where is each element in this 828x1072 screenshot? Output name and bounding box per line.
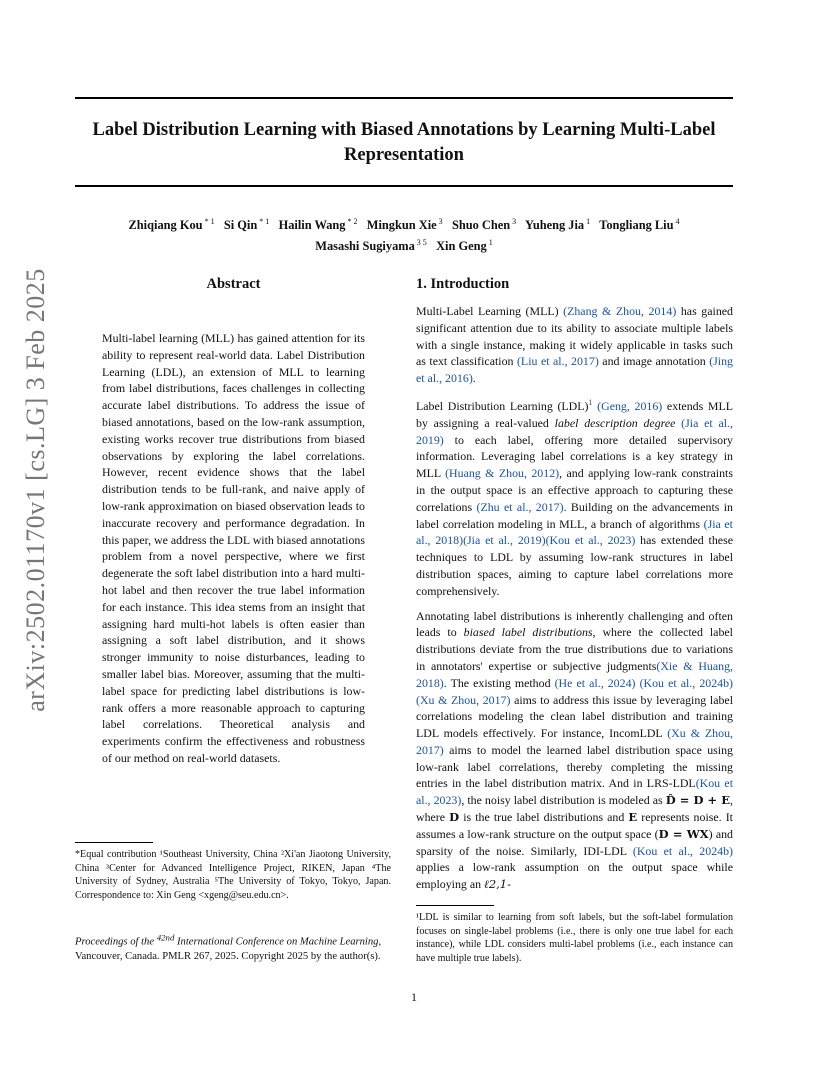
author-name: Masashi Sugiyama bbox=[315, 239, 415, 254]
author-affiliation-marker: 3 bbox=[436, 217, 443, 226]
text: to each label, offering more detailed supervisory information. Leveraging label correlations is a key strategy in MLL bbox=[416, 432, 733, 481]
author-affiliation-marker: 3 5 bbox=[414, 238, 427, 248]
text: Multi-Label Learning (MLL) bbox=[416, 304, 564, 318]
top-rule bbox=[75, 97, 733, 99]
text: Annotating label distributions is inherently challenging and often leads to bbox=[416, 608, 733, 640]
author-affiliation-marker: * 1 bbox=[257, 217, 270, 226]
citation-link[interactable]: (Liu et al., 2017) bbox=[516, 354, 599, 369]
proceedings-ordinal: 42nd bbox=[156, 932, 175, 942]
author-affiliation-marker: 1 bbox=[584, 217, 591, 226]
page-number: 1 bbox=[411, 990, 417, 1004]
text: . The existing method bbox=[443, 675, 555, 690]
author-name: Shuo Chen bbox=[451, 218, 511, 233]
text: . bbox=[472, 371, 476, 386]
author-affiliation-marker: 3 bbox=[510, 217, 517, 226]
citation-link[interactable]: (Zhang & Zhou, 2014) bbox=[563, 304, 677, 318]
citation-link[interactable]: (Kou et al., 2024b) bbox=[639, 675, 734, 690]
intro-paragraph-2 bbox=[416, 395, 733, 600]
paper-title: Label Distribution Learning with Biased Annotations by Learning Multi-Label Representation bbox=[92, 120, 716, 165]
emphasis: biased label distributions bbox=[463, 625, 593, 640]
citation-link[interactable]: (Geng, 2016) bbox=[597, 398, 663, 413]
proceedings-rest: , Vancouver, Canada. PMLR 267, 2025. Copyright 2025 by the author(s). bbox=[75, 936, 382, 962]
proceedings-notice bbox=[75, 930, 391, 964]
text: is the true label distributions and bbox=[459, 810, 629, 825]
footnote-rule-left bbox=[75, 842, 153, 843]
citation-link[interactable]: (Xu & Zhou, 2017) bbox=[416, 726, 733, 757]
introduction-heading: 1. Introduction bbox=[416, 276, 510, 292]
arxiv-id-text: arXiv:2502.01170v1 [cs.LG] 3 Feb 2025 bbox=[21, 268, 50, 712]
citation-link[interactable]: (He et al., 2024) bbox=[554, 675, 636, 690]
author-name: Xin Geng bbox=[436, 239, 487, 254]
author-line-1 bbox=[75, 213, 733, 234]
text: has extended these techniques to LDL by assuming low-rank structures in label distribution spaces, aiming to capture label correlations more comprehensively. bbox=[416, 533, 733, 598]
author-name: Hailin Wang bbox=[278, 218, 346, 233]
text: has gained significant attention due to its ability to associate multiple labels with a single instance, making it widely applicable in tasks such as text classification bbox=[416, 304, 733, 369]
author-affiliation-marker: * 2 bbox=[345, 217, 358, 226]
abstract-body bbox=[102, 330, 365, 775]
text: , and applying low-rank constraints in the output space is an effective approach to capturing these correlations bbox=[416, 466, 733, 514]
emphasis: label description degree bbox=[554, 415, 676, 430]
proceedings-italic-b: International Conference on Machine Learning bbox=[174, 936, 379, 948]
text: aims to address this issue by leveraging label correlations modeling the clean label distribution and training LDL models effectively. For instance, IncomLDL bbox=[416, 692, 733, 741]
author-name: Mingkun Xie bbox=[366, 218, 437, 233]
citation-link[interactable]: (Xie & Huang, 2018) bbox=[416, 658, 733, 690]
intro-paragraph-3 bbox=[416, 608, 733, 894]
text: applies a low-rank assumption on the output space while employing an bbox=[416, 860, 733, 892]
text: and image annotation bbox=[598, 354, 710, 369]
abstract-text: Multi-label learning (MLL) has gained attention for its ability to represent real-world data. Label Distribution Learning (LDL), an extension of MLL to learning from label distributions, faces challenges in collecting accurate label distributions. To address the issue of biased annotations, based on the low-rank assumption, existing works recover true distributions from biased observations by exploring the label correlations. However, recent evidence shows that the label distribution tends to be full-rank, and naive apply of low-rank approximation on biased observation leads to inaccurate recovery and performance degradation. In this paper, we address the LDL with biased annotations problem from a novel perspective, where we first degenerate the soft label distribution into a hard multi-hot label and then recover the true label information for each instance. This idea stems from an insight that assigning hard multi-hot labels is often easier than assigning a soft label distribution, and it shows stronger immunity to noise disturbances, leading to smaller label bias. Moreover, assuming that the multi-label space for predicting label distributions is low-rank offers a more reasonable approach to capturing label correlations. Theoretical analysis and experiments confirm the effectiveness and robustness of our method on real-world datasets. bbox=[102, 331, 365, 765]
citation-link[interactable]: (Huang & Zhou, 2012) bbox=[445, 466, 560, 481]
citation-link[interactable]: (Jia et al., 2019) bbox=[416, 415, 733, 447]
author-line-2 bbox=[75, 234, 733, 255]
text: , where the collected label distributions deviate from the true distributions due to variations in annotators' expertise or subjective judgments bbox=[416, 625, 733, 673]
citation-link[interactable]: (Kou et al., 2023) bbox=[416, 776, 733, 808]
ldl-footnote: ¹LDL is similar to learning from soft labels, but the soft-label formulation focuses on single-label problems (i.e., there is only one true label for each instance), while LDL considers multi-label problems (i.e., each instance can have multiple true labels). bbox=[416, 912, 733, 964]
intro-paragraph-1 bbox=[416, 303, 733, 387]
citation-link[interactable]: (Jia et al., 2018)(Jia et al., 2019)(Kou et al., 2023) bbox=[416, 516, 733, 548]
abstract-heading: Abstract bbox=[206, 276, 261, 292]
author-name: Zhiqiang Kou bbox=[128, 218, 203, 233]
title-bottom-rule bbox=[75, 185, 733, 187]
author-name: Tongliang Liu bbox=[599, 218, 674, 233]
text: extends MLL by assigning a real-valued bbox=[416, 398, 733, 430]
author-affiliation-marker: 1 bbox=[486, 238, 493, 248]
math-equation: D̂ = D + E bbox=[665, 793, 731, 808]
author-affiliation-marker: 4 bbox=[673, 217, 680, 226]
math-norm: ℓ2,1- bbox=[484, 877, 511, 892]
author-name: Si Qin bbox=[223, 218, 258, 233]
citation-link[interactable]: (Jing et al., 2016) bbox=[416, 354, 733, 386]
author-affiliation-marker: * 1 bbox=[202, 217, 215, 226]
affiliation-footnote: *Equal contribution ¹Southeast University, China ²Xi'an Jiaotong University, China ³Center for Advanced Intelligence Project, RIKEN, Japan ⁴The University of Sydney, Australia ⁵The University of Tokyo, Tokyo, Japan. Correspondence to: Xin Geng <xgeng@seu.edu.cn>. bbox=[75, 849, 391, 901]
citation-link[interactable]: (Xu & Zhou, 2017) bbox=[416, 692, 511, 707]
proceedings-italic-a: Proceedings of the bbox=[75, 936, 157, 948]
citation-link[interactable]: (Kou et al., 2024b) bbox=[632, 843, 733, 858]
author-list bbox=[75, 213, 733, 255]
citation-link[interactable]: (Zhu et al., 2017) bbox=[476, 499, 564, 514]
math-symbol: E bbox=[628, 810, 638, 825]
text: represents noise. It assumes a low-rank structure on the output space ( bbox=[416, 810, 733, 841]
text: , the noisy label distribution is modeled as bbox=[461, 793, 666, 808]
text: , where bbox=[416, 793, 733, 825]
footnote-rule-right bbox=[416, 905, 494, 906]
text: aims to model the learned label distribution space using low-rank label correlations, thereby completing the missing entries in the label distribution matrix. And in LRS-LDL bbox=[416, 742, 733, 791]
math-symbol: D bbox=[449, 810, 460, 825]
text: Label Distribution Learning (LDL) bbox=[416, 398, 589, 413]
text: . Building on the advancements in label correlation modeling in MLL, a branch of algorithms bbox=[416, 499, 733, 531]
introduction-body bbox=[416, 303, 733, 901]
author-name: Yuheng Jia bbox=[525, 218, 585, 233]
math-equation: D = WX bbox=[658, 826, 709, 841]
footnote-marker[interactable]: 1 bbox=[588, 397, 593, 407]
text: ) and sparsity of the noise. Similarly, IDI-LDL bbox=[416, 826, 733, 858]
